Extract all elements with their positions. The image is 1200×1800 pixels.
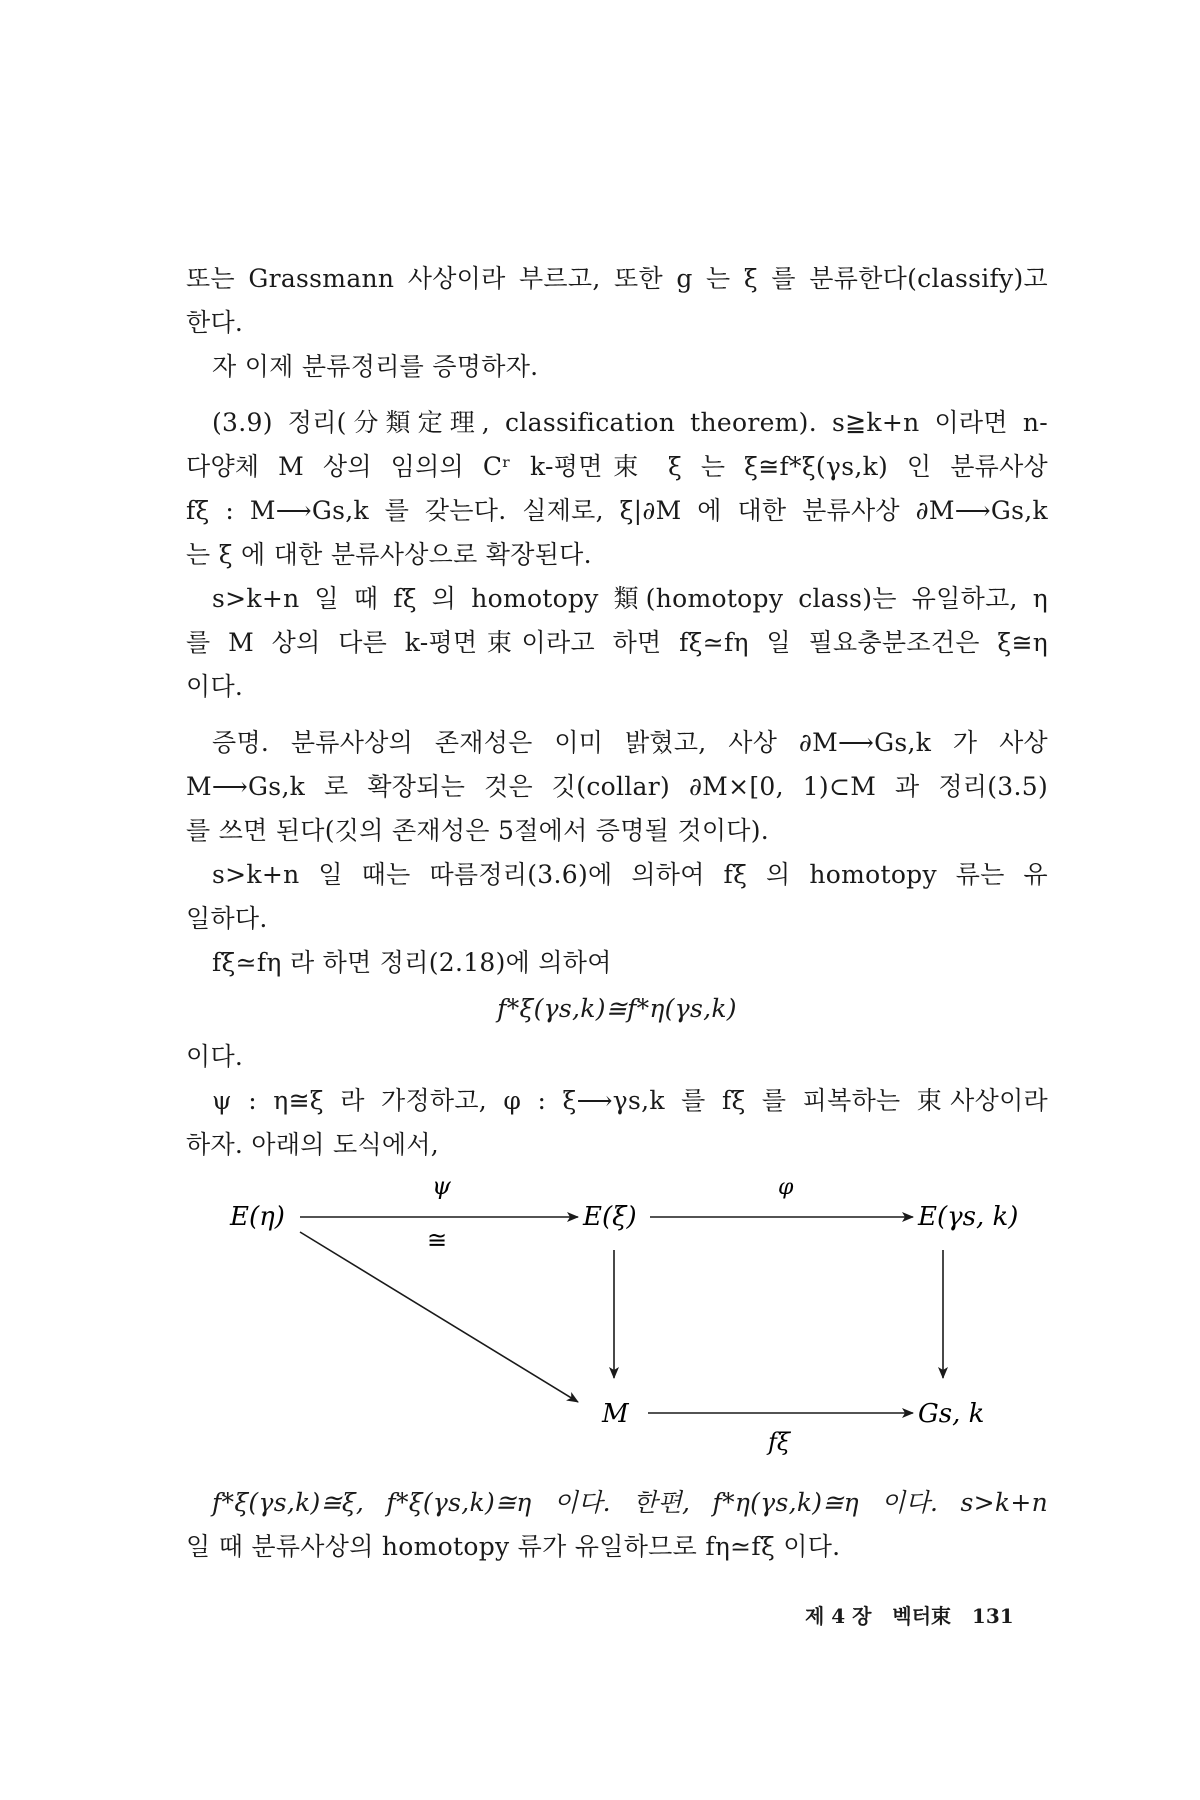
node-e-xi: E(ξ) bbox=[583, 1202, 637, 1232]
paragraph-line: 한다. bbox=[186, 308, 244, 337]
arrow-diagonal bbox=[300, 1232, 578, 1402]
node-g: Gs, k bbox=[918, 1399, 985, 1429]
proof-line: 이다. bbox=[186, 1042, 244, 1071]
theorem-line: 를 M 상의 다른 k-평면束이라고 하면 fξ≃fη 일 필요충분조건은 ξ≅η bbox=[186, 628, 1048, 657]
chapter-label: 제 4 장 bbox=[805, 1604, 872, 1628]
proof-line: s>k+n 일 때는 따름정리(3.6)에 의하여 fξ 의 homotopy 류는 유 bbox=[212, 860, 1048, 889]
proof-line: 를 쓰면 된다(깃의 존재성은 5절에서 증명될 것이다). bbox=[186, 816, 770, 845]
display-equation: f*ξ(γs,k)≅f*η(γs,k) bbox=[497, 994, 737, 1023]
proof-line: 일하다. bbox=[186, 904, 268, 933]
theorem-line: 이다. bbox=[186, 672, 244, 701]
paragraph-line: 또는 Grassmann 사상이라 부르고, 또한 g 는 ξ 를 분류한다(classify)고 bbox=[186, 264, 1048, 293]
node-e-eta: E(η) bbox=[230, 1202, 285, 1232]
theorem-line: s>k+n 일 때 fξ 의 homotopy 類(homotopy class)는 유일하고, η bbox=[212, 584, 1048, 613]
label-f-xi: fξ bbox=[768, 1428, 791, 1456]
theorem-line: 다양체 M 상의 임의의 Cʳ k-평면束 ξ 는 ξ≅f*ξ(γs,k) 인 분류사상 bbox=[186, 452, 1048, 481]
final-line: f*ξ(γs,k)≅ξ, f*ξ(γs,k)≅η 이다. 한편, f*η(γs,k)≅η 이다. s>k+n bbox=[212, 1488, 1048, 1517]
theorem-line: 는 ξ 에 대한 분류사상으로 확장된다. bbox=[186, 540, 592, 569]
paragraph-line: 자 이제 분류정리를 증명하자. bbox=[212, 352, 539, 381]
theorem-line: (3.9) 정리(分類定理, classification theorem). s≧k+n 이라면 n- bbox=[212, 408, 1048, 437]
proof-line: ψ : η≅ξ 라 가정하고, φ : ξ⟶γs,k 를 fξ 를 피복하는 束사상이라 bbox=[212, 1086, 1048, 1115]
chapter-title: 벡터束 bbox=[892, 1604, 952, 1628]
label-phi: φ bbox=[778, 1175, 794, 1200]
final-line: 일 때 분류사상의 homotopy 류가 유일하므로 fη≃fξ 이다. bbox=[186, 1532, 841, 1561]
label-iso: ≅ bbox=[427, 1226, 448, 1254]
page-number: 131 bbox=[971, 1604, 1014, 1628]
proof-line: fξ≃fη 라 하면 정리(2.18)에 의하여 bbox=[212, 948, 612, 977]
proof-line: 하자. 아래의 도식에서, bbox=[186, 1130, 440, 1159]
node-m: M bbox=[602, 1399, 629, 1429]
theorem-line: fξ : M⟶Gs,k 를 갖는다. 실제로, ξ|∂M 에 대한 분류사상 ∂M⟶Gs,k bbox=[186, 496, 1048, 525]
proof-line: 증명. 분류사상의 존재성은 이미 밝혔고, 사상 ∂M⟶Gs,k 가 사상 bbox=[212, 728, 1048, 757]
proof-line: M⟶Gs,k 로 확장되는 것은 깃(collar) ∂M×[0, 1)⊂M 과 정리(3.5) bbox=[186, 772, 1048, 801]
page-footer bbox=[805, 1600, 1014, 1629]
label-psi: ψ bbox=[432, 1172, 451, 1200]
node-e-gamma: E(γs, k) bbox=[918, 1202, 1019, 1232]
